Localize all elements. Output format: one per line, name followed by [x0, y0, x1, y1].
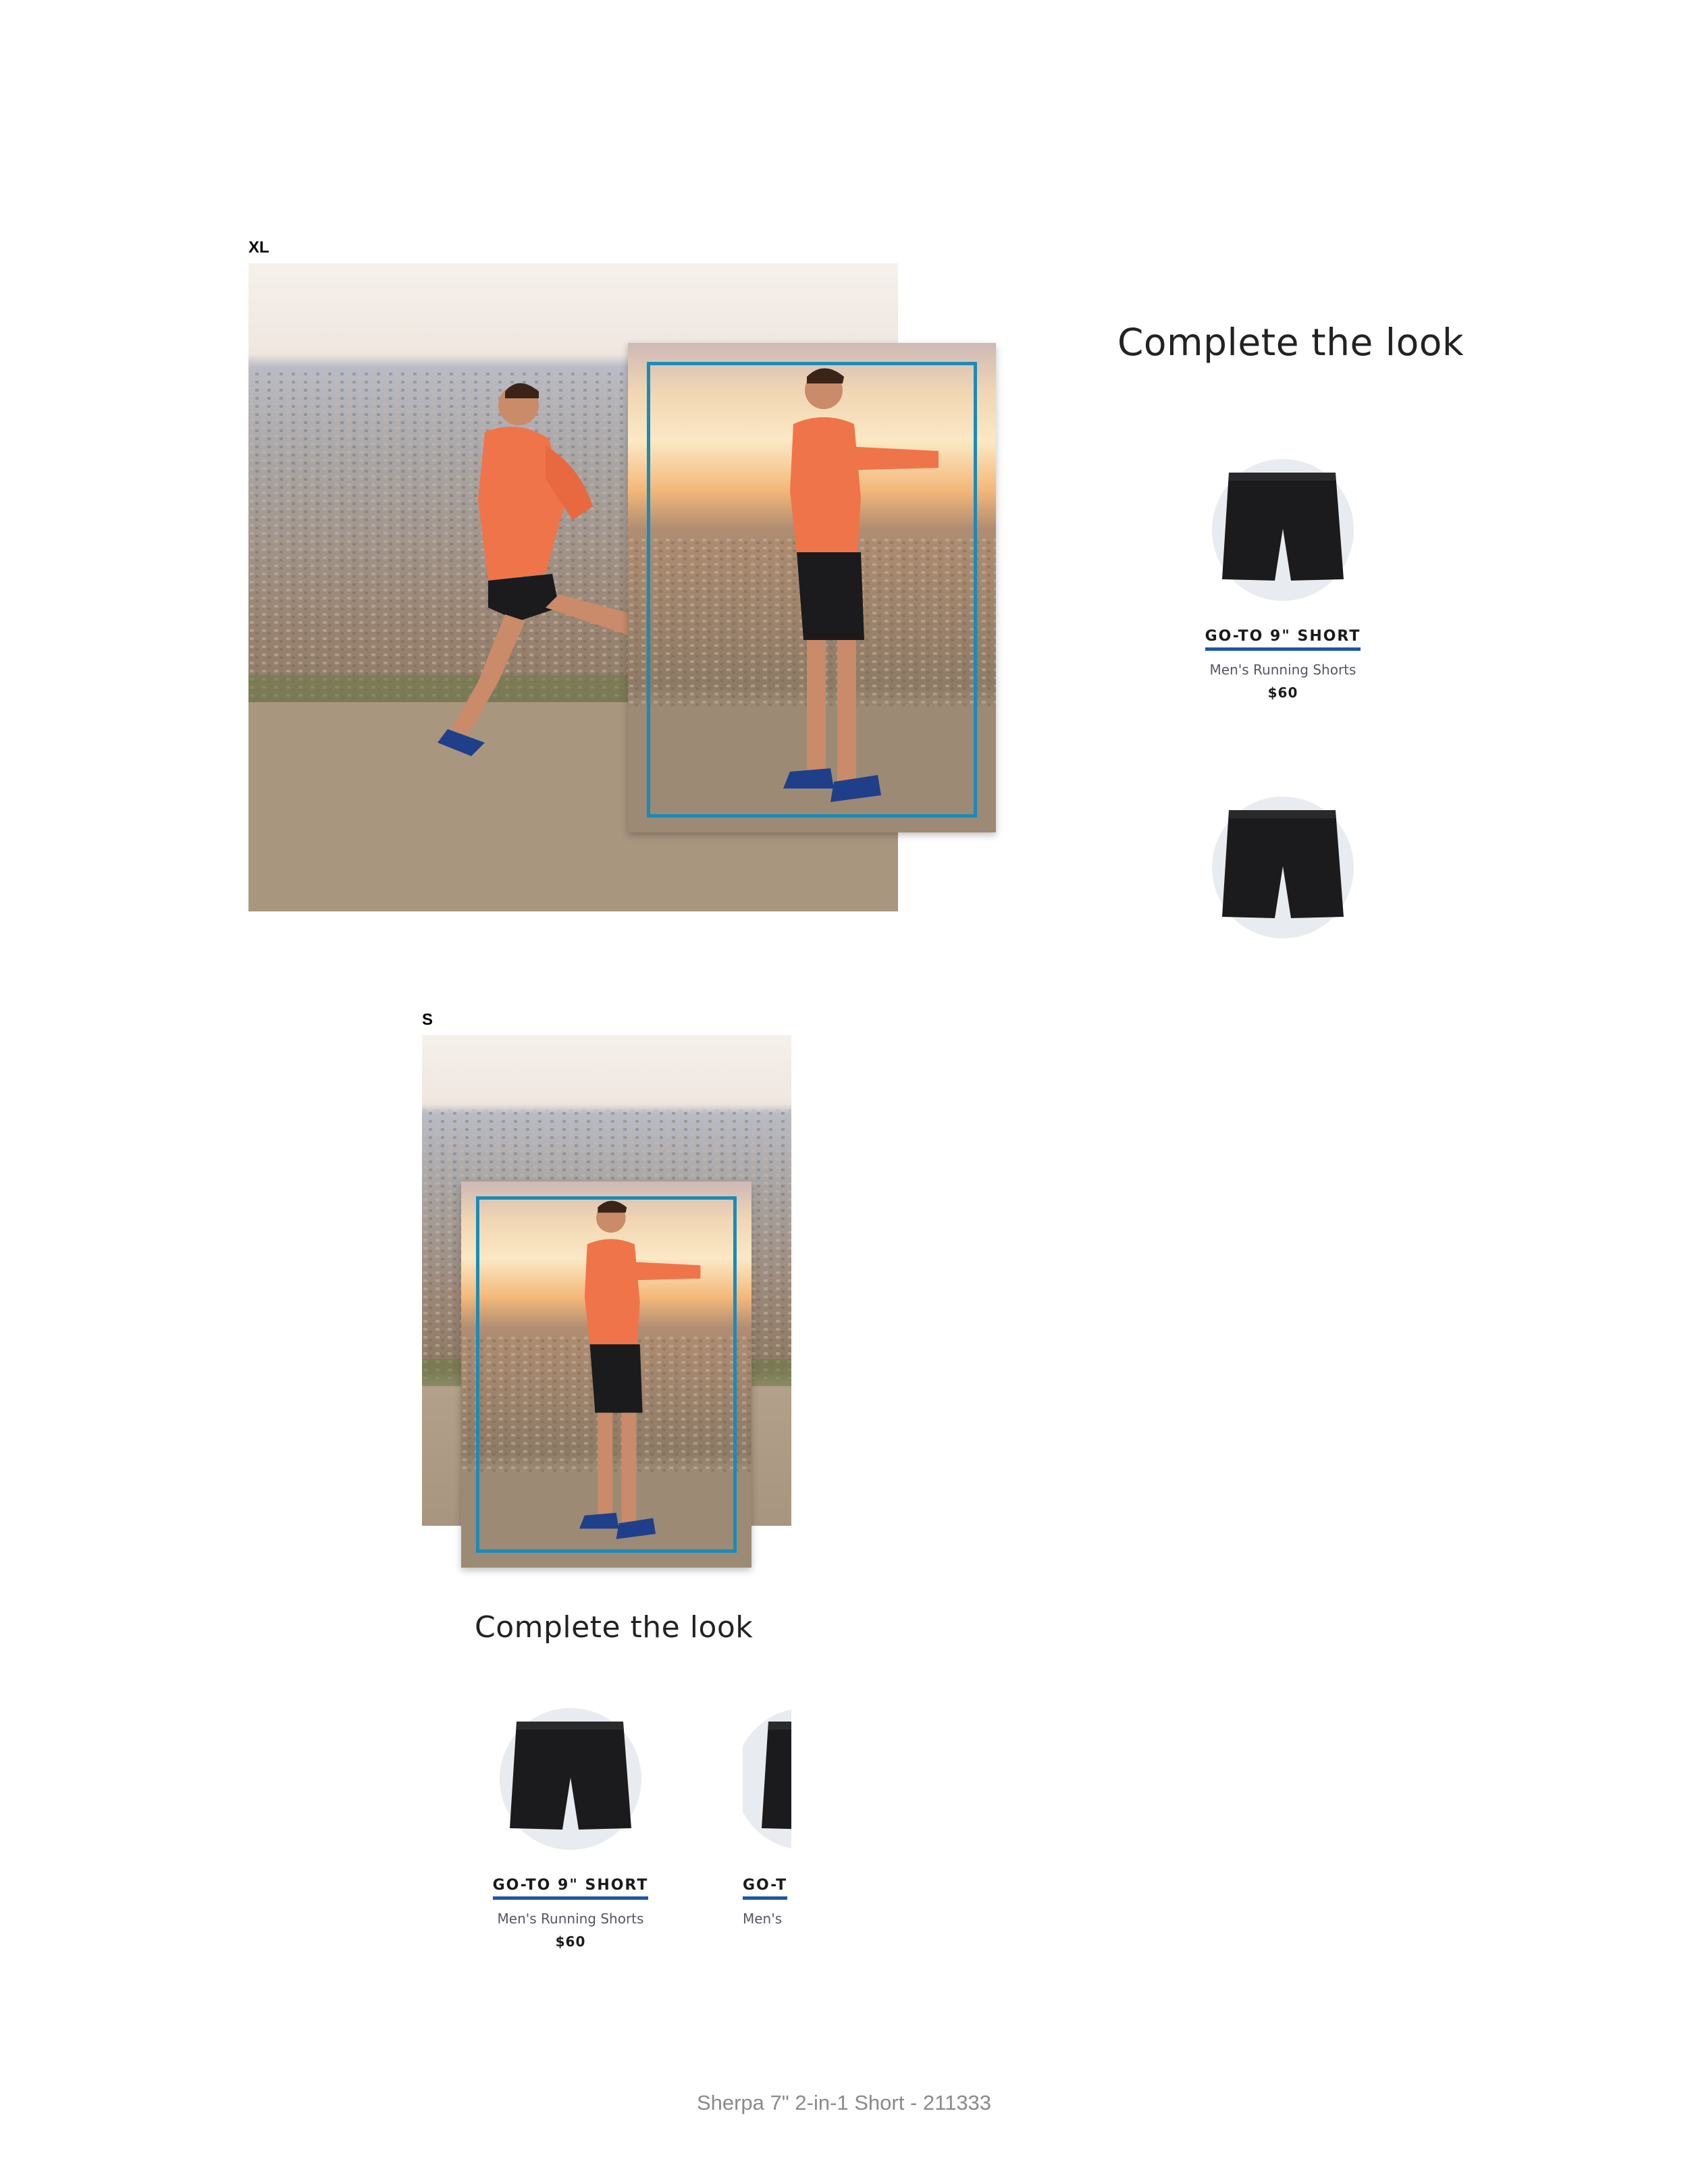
product-category: Men's Running Shorts	[497, 1911, 644, 1927]
stretching-photo	[628, 343, 996, 832]
product-category: Men's	[743, 1911, 783, 1927]
page-footer: Sherpa 7" 2-in-1 Short - 211333	[696, 2091, 992, 2114]
product-card[interactable]	[743, 1701, 791, 1927]
size-label-s: S	[422, 1011, 433, 1029]
black-shorts-image	[476, 1701, 665, 1850]
photo-frame-accent	[476, 1196, 737, 1553]
product-card[interactable]	[1188, 790, 1377, 938]
product-price: $60	[1267, 685, 1298, 701]
product-name-link[interactable]: GO-TO 9" SHORT	[1205, 628, 1361, 651]
stretching-photo	[461, 1181, 751, 1568]
product-name-link[interactable]: GO-T	[743, 1877, 787, 1900]
product-card[interactable]	[476, 1701, 665, 1950]
complete-the-look-heading: Complete the look	[475, 1610, 754, 1645]
product-card[interactable]	[1188, 452, 1377, 701]
product-name-link[interactable]: GO-TO 9" SHORT	[493, 1877, 649, 1900]
black-shorts-image	[743, 1701, 791, 1850]
black-shorts-image	[1188, 790, 1377, 938]
product-carousel-clip	[743, 1701, 791, 1958]
photo-frame-accent	[647, 362, 977, 818]
black-shorts-image	[1188, 452, 1377, 601]
product-price: $60	[555, 1934, 586, 1950]
size-label-xl: XL	[248, 238, 269, 257]
complete-the-look-heading: Complete the look	[1117, 321, 1465, 364]
product-category: Men's Running Shorts	[1209, 662, 1356, 678]
